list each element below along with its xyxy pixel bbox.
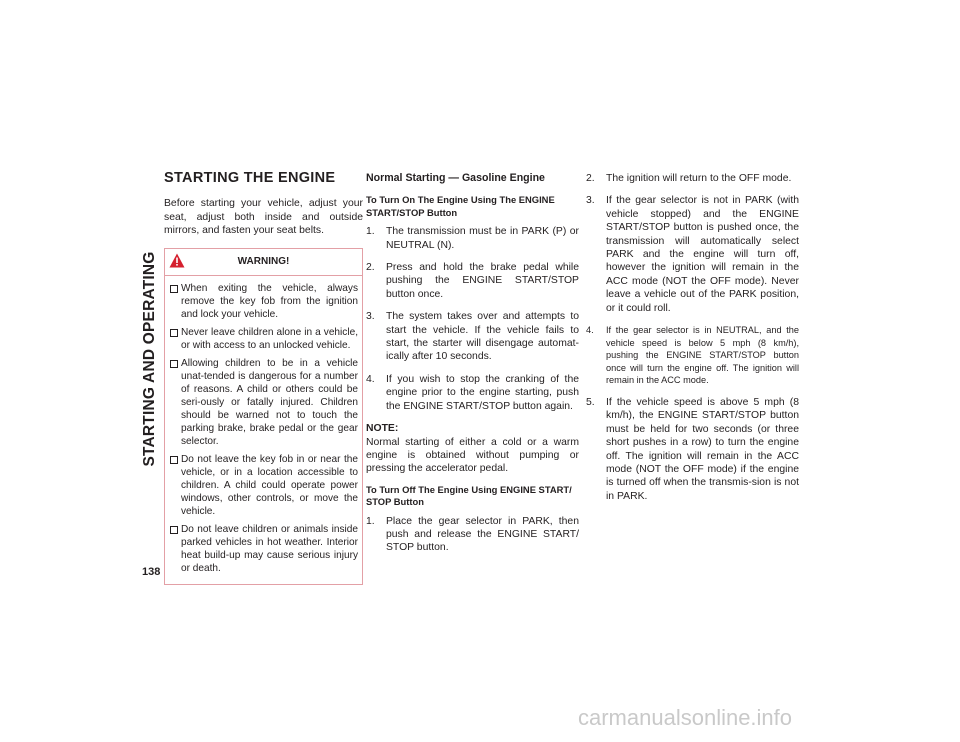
checkbox-bullet-icon xyxy=(170,360,178,368)
checkbox-bullet-icon xyxy=(170,285,178,293)
section-title: STARTING THE ENGINE xyxy=(164,170,336,186)
list-item: 1. Place the gear selector in PARK, then push and release the ENGINE START/ STOP button. xyxy=(366,515,579,554)
column-3 xyxy=(586,172,799,512)
watermark: carmanualsonline.info xyxy=(578,705,793,730)
warning-title: WARNING! xyxy=(237,255,290,267)
list-item: 2. Press and hold the brake pedal while pushing the ENGINE START/STOP button once. xyxy=(366,262,579,300)
start-steps-list xyxy=(366,225,579,413)
list-item: 2. The ignition will return to the OFF mode. xyxy=(586,173,792,184)
stop-steps-continued-list xyxy=(586,172,799,503)
list-item: 3. The system takes over and attempts to start the vehicle. If the vehicle fails to start, the starter will disengage automat-ically after 10 seconds. xyxy=(366,311,579,363)
intro-paragraph: Before starting your vehicle, adjust your seat, adjust both inside and outside mirrors, and fasten your seat belts. xyxy=(164,198,363,237)
page-number: 138 xyxy=(142,566,161,578)
warning-header xyxy=(165,249,362,276)
warning-item: Do not leave children or animals inside parked vehicles in hot weather. Interior heat build-up may cause serious injury or death. xyxy=(169,523,358,575)
column-1 xyxy=(164,172,363,585)
checkbox-bullet-icon xyxy=(170,329,178,337)
warning-body xyxy=(165,276,362,584)
subsection-heading: Normal Starting — Gasoline Engine xyxy=(366,172,545,184)
warning-item: Do not leave the key fob in or near the vehicle, or in a location accessible to children. A child could operate power windows, other controls, or move the vehicle. xyxy=(169,453,358,518)
warning-item: Allowing children to be in a vehicle unat-tended is dangerous for a number of reasons. A child or others could be seri-ously or fatally injured. Children should be warned not to touch the parking brake, brake pedal or the gear selector. xyxy=(169,357,358,448)
procedure-heading-start: To Turn On The Engine Using The ENGINE START/STOP Button xyxy=(366,194,555,218)
warning-item: Never leave children alone in a vehicle, or with access to an unlocked vehicle. xyxy=(169,326,358,352)
procedure-heading-stop: To Turn Off The Engine Using ENGINE START/ STOP Button xyxy=(366,483,572,508)
note-label: NOTE: xyxy=(366,423,399,435)
list-item: 5. If the vehicle speed is above 5 mph (8 km/h), the ENGINE START/STOP button must be held for two seconds (or three short pushes in a row) to turn the engine off. The ignition will remain in the ACC mode (NOT the OFF mode) if the engine is turned off when the transmis-sion is not in PARK. xyxy=(586,397,799,502)
warning-triangle-icon xyxy=(169,253,185,268)
list-item: 4. If you wish to stop the cranking of the engine prior to the engine starting, push the ENGINE START/STOP button again. xyxy=(366,373,579,412)
list-item: 1. The transmission must be in PARK (P) or NEUTRAL (N). xyxy=(366,226,579,251)
chapter-title: STARTING AND OPERATING xyxy=(141,251,158,467)
list-item: 4. If the gear selector is in NEUTRAL, and the vehicle speed is below 5 mph (8 km/h), pushing the ENGINE START/STOP button once will turn the engine off. The ignition will remain in the ACC mode. xyxy=(586,325,799,386)
note-text: Normal starting of either a cold or a warm engine is obtained without pumping or pressing the accelerator pedal. xyxy=(366,436,579,475)
warning-box xyxy=(164,248,363,585)
checkbox-bullet-icon xyxy=(170,526,178,534)
column-2 xyxy=(366,172,579,564)
stop-steps-list xyxy=(366,515,579,555)
list-item: 3. If the gear selector is not in PARK (with vehicle stopped) and the ENGINE START/STOP button is pushed once, the transmission will automatically select PARK and the engine will turn off, however the ignition will remain in the ACC mode (NOT the OFF mode). Never leave a vehicle out of the PARK position, or it could roll. xyxy=(586,195,799,314)
warning-item: When exiting the vehicle, always remove the key fob from the ignition and lock your vehicle. xyxy=(169,282,358,321)
chapter-side-tab xyxy=(138,168,162,550)
checkbox-bullet-icon xyxy=(170,456,178,464)
